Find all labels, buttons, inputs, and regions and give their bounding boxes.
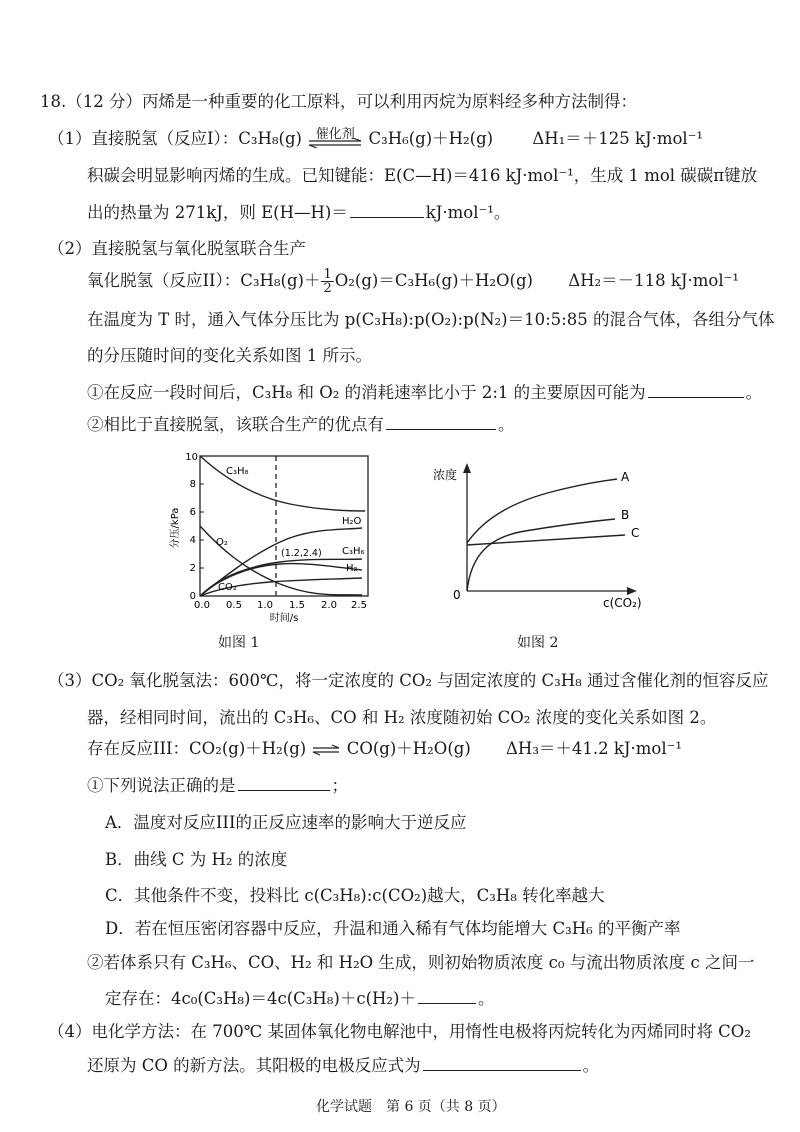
semicolon: ；: [331, 776, 348, 795]
subquestion-3-2-text: 定存在：4c₀(C₃H₈)＝4c(C₃H₈)＋c(H₂)＋: [105, 989, 416, 1008]
equilibrium-arrow-icon: [311, 744, 341, 756]
subquestion-2-2: [87, 414, 515, 436]
period: 。: [477, 989, 495, 1008]
option-a: A．温度对反应III的正反应速率的影响大于逆反应: [105, 813, 467, 832]
reaction-1-reactant: （1）直接脱氢（反应I）：C₃H₈(g): [48, 129, 302, 148]
part-3-line-1: （3）CO₂ 氧化脱氢法：600℃，将一定浓度的 CO₂ 与固定浓度的 C₃H₈ 通过含催化剂的恒容反应: [48, 671, 769, 690]
answer-blank-3-1[interactable]: [238, 775, 330, 791]
answer-blank-2-2[interactable]: [386, 414, 496, 430]
subquestion-3-2-line-2: [105, 988, 494, 1010]
fraction-denominator: 2: [323, 281, 332, 296]
label-a: A: [621, 470, 630, 484]
reaction-3-line: [87, 738, 682, 760]
reaction-2-line: [87, 268, 739, 295]
x-tick-labels: [194, 600, 367, 611]
y-axis-label: 浓度: [433, 468, 458, 482]
catalyst-label: 催化剂: [315, 127, 355, 142]
figure-1-ref-line: 的分压随时间的变化关系如图 1 所示。: [87, 346, 372, 365]
figure-1-caption: 如图 1: [218, 635, 260, 651]
bond-energy-line: 积碳会明显影响丙烯的生成。已知键能：E(C—H)＝416 kJ·mol⁻¹，生成 1 mol 碳碳π键放: [87, 166, 758, 185]
subquestion-2-1-text: ①在反应一段时间后，C₃H₈ 和 O₂ 的消耗速率比小于 2:1 的主要原因可能为: [87, 383, 646, 402]
part-4-line-1: （4）电化学方法：在 700℃ 某固体氧化物电解池中，用惰性电极将丙烷转化为丙烯同时将 CO₂: [48, 1022, 751, 1041]
curve-c: [467, 535, 625, 545]
reaction-3-reactant: 存在反应III：CO₂(g)＋H₂(g): [87, 739, 307, 758]
figure-1-chart: [150, 448, 380, 623]
x-axis-label: 时间/s: [269, 613, 299, 623]
x-tick-label: 2.0: [321, 600, 337, 611]
subquestion-2-1: [87, 382, 762, 404]
answer-blank-hh[interactable]: [350, 202, 424, 218]
x-tick-label: 1.5: [289, 600, 305, 611]
fraction-half: [321, 268, 333, 295]
y-tick-label: 10: [185, 452, 198, 463]
delta-h1: ΔH₁＝＋125 kJ·mol⁻¹: [532, 129, 704, 148]
y-tick-label: 2: [189, 563, 196, 574]
question-header: 18.（12 分）丙烯是一种重要的化工原料，可以利用丙烷为原料经多种方法制得：: [40, 92, 637, 111]
reaction-1-line: [48, 128, 703, 150]
label-co2: CO₂: [218, 582, 237, 593]
subquestion-3-2-line-1: ②若体系只有 C₃H₆、CO、H₂ 和 H₂O 生成，则初始物质浓度 c₀ 与流出物质浓度 c 之间一: [87, 953, 755, 972]
x-tick-label: 0.0: [194, 600, 210, 611]
hh-energy-text: 出的热量为 271kJ，则 E(H—H)＝: [87, 203, 348, 222]
y-tick-label: 6: [189, 507, 196, 518]
option-c: C．其他条件不变，投料比 c(C₃H₈):c(CO₂)越大，C₃H₈ 转化率越大: [105, 886, 605, 905]
y-axis-label: 分压/kPa: [170, 507, 181, 549]
y-tick-label: 0: [189, 591, 196, 602]
x-tick-label: 0.5: [226, 600, 242, 611]
label-point: (1.2,2.4): [281, 548, 322, 559]
label-c3h6: C₃H₆: [342, 546, 365, 557]
x-tick-label: 1.0: [257, 600, 273, 611]
period: 。: [745, 383, 763, 402]
period: 。: [582, 1056, 600, 1075]
answer-blank-4[interactable]: [423, 1055, 581, 1071]
figure-2-chart: [425, 455, 665, 615]
x-axis-arrow-icon: [627, 587, 637, 595]
x-axis-label: c(CO₂): [603, 596, 642, 610]
part-4-text: 还原为 CO 的新方法。其阳极的电极反应式为: [87, 1056, 421, 1075]
answer-blank-3-2[interactable]: [418, 988, 476, 1004]
reversible-arrow-catalyst: [307, 128, 363, 150]
y-tick-label: 4: [189, 535, 196, 546]
reaction-3-product: CO(g)＋H₂O(g): [346, 739, 471, 758]
page-footer: 化学试题 第 6 页（共 8 页）: [316, 1099, 506, 1115]
delta-h3: ΔH₃＝＋41.2 kJ·mol⁻¹: [506, 739, 682, 758]
answer-blank-2-1[interactable]: [648, 382, 744, 398]
equilibrium-arrow-icon: [307, 138, 363, 148]
hh-unit: kJ·mol⁻¹。: [425, 203, 511, 222]
y-tick-label: 8: [189, 479, 196, 490]
figure-2-caption: 如图 2: [517, 635, 559, 651]
hh-energy-line: [87, 202, 510, 224]
x-tick-label: 2.5: [351, 600, 367, 611]
part-3-line-2: 器，经相同时间，流出的 C₃H₆、CO 和 H₂ 浓度随初始 CO₂ 浓度的变化关系如图 2。: [87, 708, 717, 727]
reaction-1-product: C₃H₆(g)＋H₂(g): [368, 129, 494, 148]
fraction-numerator: 1: [323, 267, 332, 282]
label-b: B: [621, 508, 630, 522]
y-axis-arrow-icon: [463, 463, 471, 473]
reaction-2-reactant: 氧化脱氢（反应II）：C₃H₈(g)＋: [87, 271, 321, 290]
label-c: C: [631, 526, 640, 540]
curve-c3h8: [200, 456, 365, 511]
origin-label: 0: [453, 588, 461, 602]
option-d: D．若在恒压密闭容器中反应，升温和通入稀有气体均能增大 C₃H₆ 的平衡产率: [105, 919, 681, 938]
label-h2o: H₂O: [342, 516, 362, 527]
curve-a: [467, 479, 617, 543]
part-2-title: （2）直接脱氢与氧化脱氢联合生产: [48, 239, 306, 258]
subquestion-3-1-text: ①下列说法正确的是: [87, 776, 236, 795]
label-h2: H₂: [346, 563, 358, 574]
period: 。: [498, 415, 515, 434]
option-b: B．曲线 C 为 H₂ 的浓度: [105, 850, 288, 869]
curve-b: [467, 519, 615, 591]
label-c3h8: C₃H₈: [226, 466, 249, 477]
subquestion-3-1: [87, 775, 348, 797]
partial-pressure-line: 在温度为 T 时，通入气体分压比为 p(C₃H₈):p(O₂):p(N₂)＝10:5:85 的混合气体，各组分气体: [87, 310, 775, 329]
label-o2: O₂: [216, 537, 228, 548]
y-tick-labels: [185, 452, 198, 602]
subquestion-2-2-text: ②相比于直接脱氢，该联合生产的优点有: [87, 415, 384, 434]
part-4-line-2: [87, 1055, 599, 1077]
reaction-2-product: O₂(g)＝C₃H₆(g)＋H₂O(g): [334, 271, 533, 290]
delta-h2: ΔH₂＝－118 kJ·mol⁻¹: [568, 271, 739, 290]
